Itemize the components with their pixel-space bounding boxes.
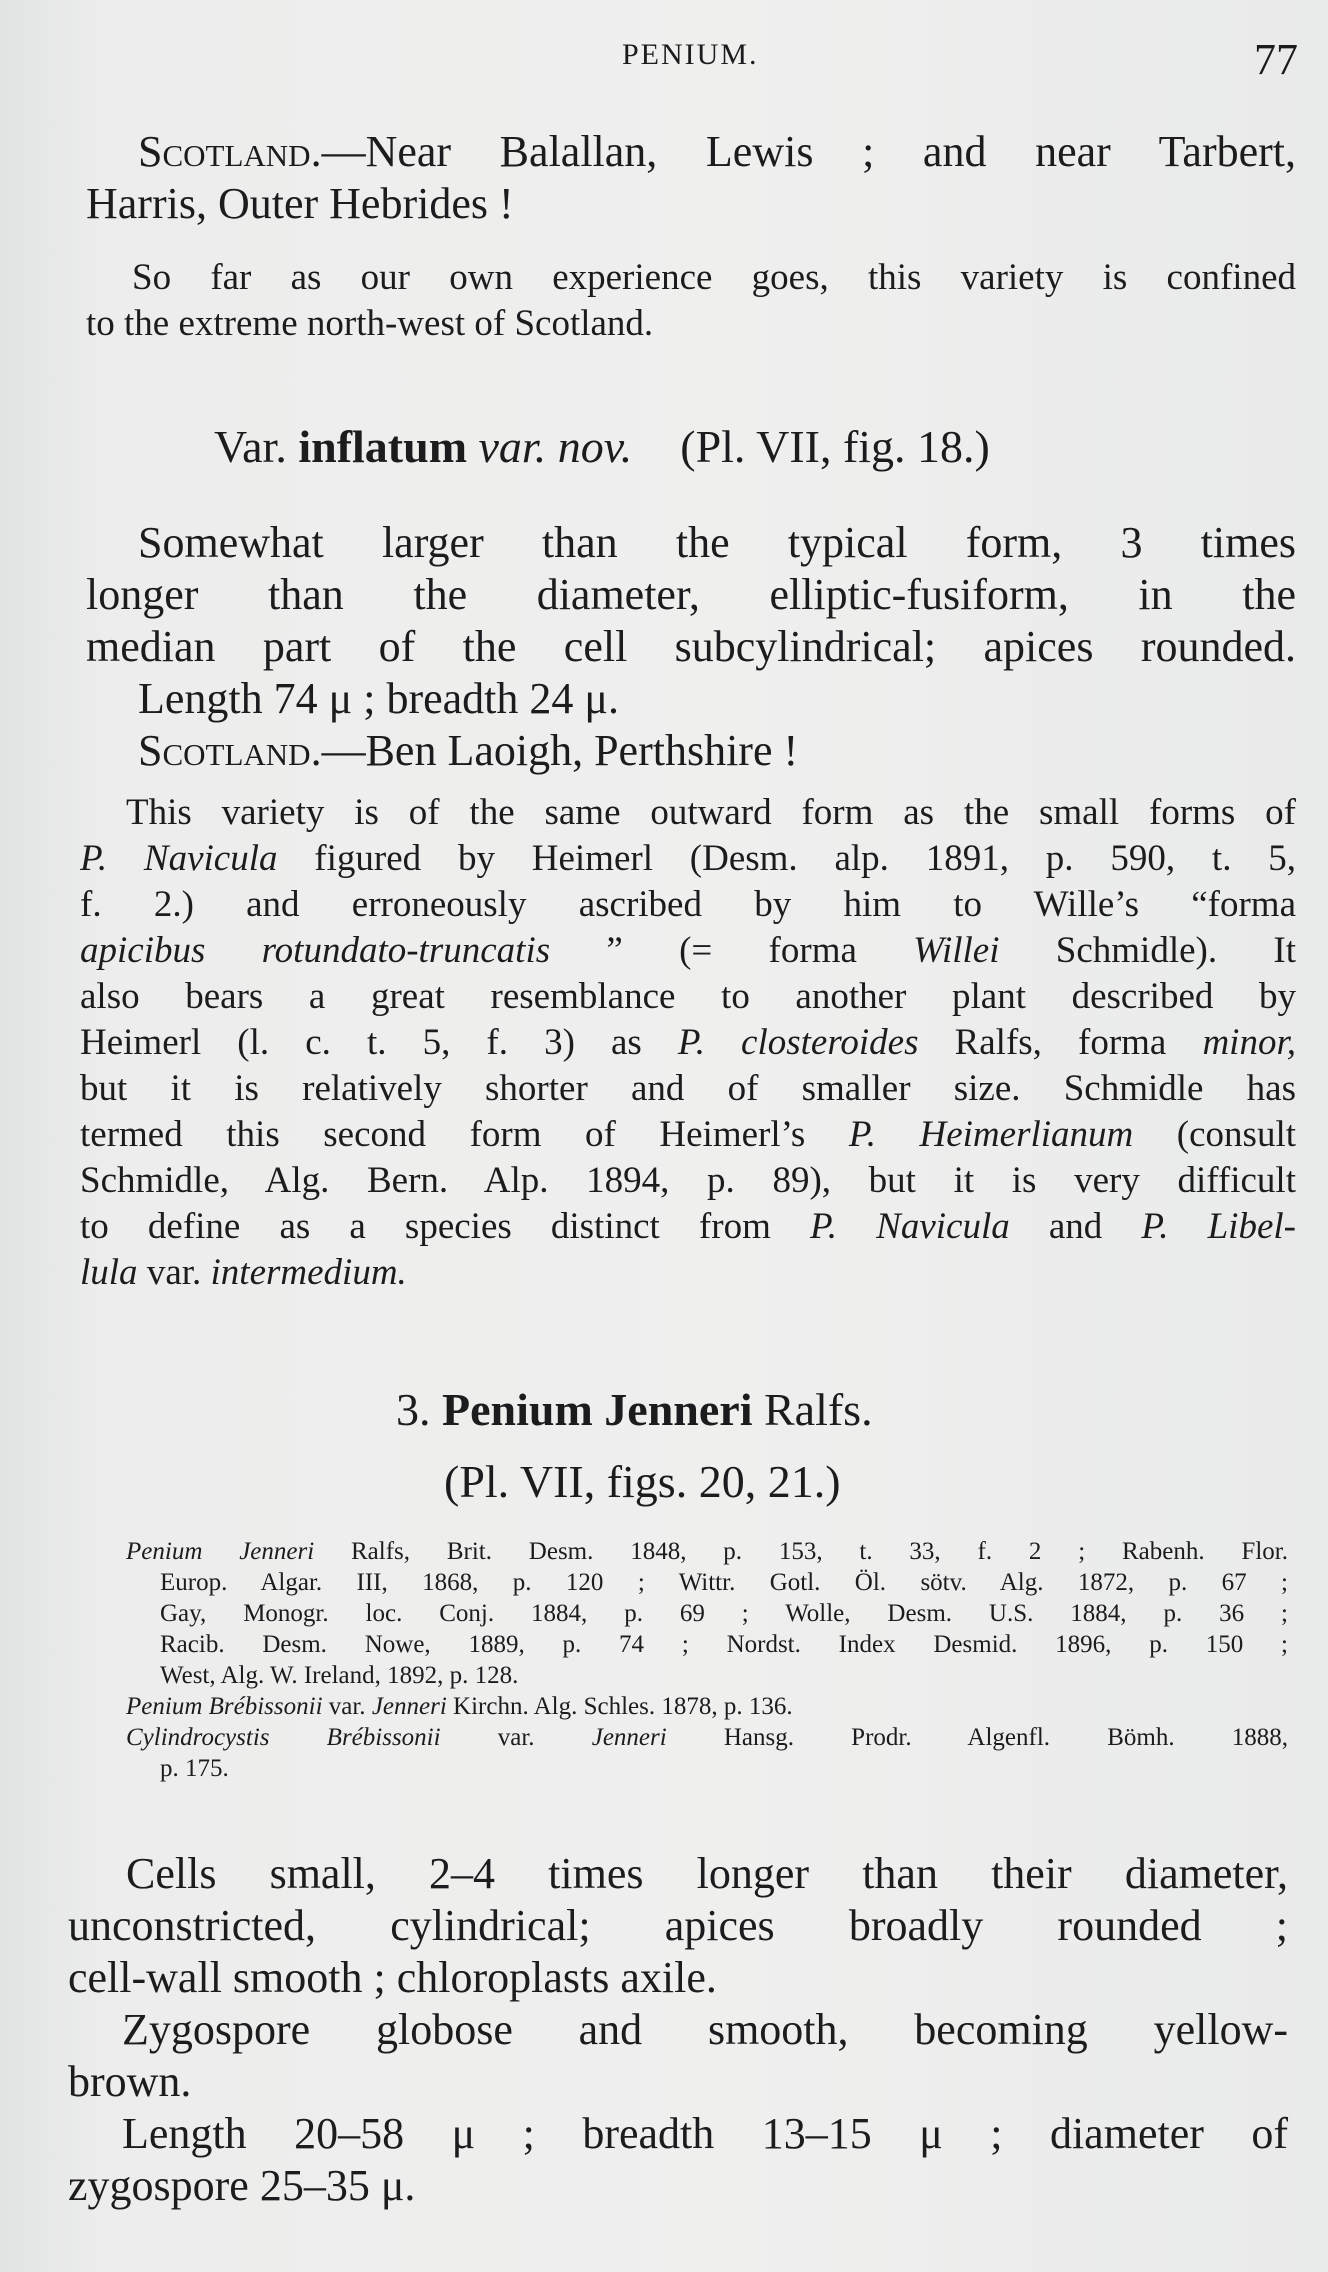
text-line: brown. bbox=[68, 2057, 192, 2106]
scotland-locality-paragraph bbox=[86, 126, 1296, 230]
italic-text: minor, bbox=[1202, 1022, 1296, 1063]
italic-text: Jenneri bbox=[591, 1724, 667, 1751]
variety-description bbox=[86, 517, 1296, 777]
species-name: lula bbox=[80, 1252, 138, 1293]
text-line: This variety is of the same outward form as the small forms of bbox=[126, 792, 1296, 833]
variety-heading bbox=[214, 420, 990, 473]
variety-plate-ref: (Pl. VII, fig. 18.) bbox=[680, 421, 990, 472]
text-line: Gay, Monogr. loc. Conj. 1884, p. 69 ; Wolle, Desm. U.S. 1884, p. 36 ; bbox=[160, 1600, 1288, 1627]
text-line: West, Alg. W. Ireland, 1892, p. 128. bbox=[160, 1662, 519, 1689]
species-name: Cylindrocystis Brébissonii bbox=[126, 1724, 441, 1751]
species-name: Penium Brébissonii bbox=[126, 1693, 323, 1720]
text-line: p. 175. bbox=[160, 1755, 229, 1782]
text-line: f. 2.) and erroneously ascribed by him to Wille’s “forma bbox=[80, 884, 1296, 925]
variety-name: inflatum bbox=[298, 421, 468, 472]
text-line bbox=[80, 836, 1296, 882]
text-span: Ralfs, Brit. Desm. 1848, p. 153, t. 33, f. 2 ; Rabenh. Flor. bbox=[314, 1538, 1288, 1565]
text-span: Kirchn. Alg. Schles. 1878, p. 136. bbox=[446, 1693, 793, 1720]
text-line bbox=[80, 1204, 1296, 1250]
text-line bbox=[80, 928, 1296, 974]
text-line bbox=[80, 1112, 1296, 1158]
text-line bbox=[80, 1020, 1296, 1066]
text-span: and bbox=[1009, 1206, 1142, 1247]
running-title: PENIUM. bbox=[622, 38, 759, 71]
italic-text: Jenneri bbox=[371, 1693, 447, 1720]
page-number: 77 bbox=[1254, 35, 1298, 84]
text-span: var. bbox=[322, 1693, 372, 1720]
text-line bbox=[126, 1691, 1288, 1722]
text-line: longer than the diameter, elliptic-fusiform, in the bbox=[86, 570, 1296, 619]
text-line: Racib. Desm. Nowe, 1889, p. 74 ; Nordst. Index Desmid. 1896, p. 150 ; bbox=[160, 1631, 1288, 1658]
text-span: .—Near Balallan, Lewis ; and near Tarbert, bbox=[310, 127, 1296, 176]
species-name: P. Navicula bbox=[809, 1206, 1010, 1247]
text-span: termed this second form of Heimerl’s bbox=[80, 1114, 849, 1155]
text-line bbox=[80, 1250, 1296, 1296]
synonymy-entry bbox=[126, 1722, 1288, 1784]
text-line: Somewhat larger than the typical form, 3 times bbox=[138, 518, 1296, 567]
species-name: P. Libel- bbox=[1141, 1206, 1296, 1247]
text-line bbox=[126, 1536, 1288, 1567]
species-heading bbox=[396, 1383, 873, 1436]
text-line: Zygospore globose and smooth, becoming yellow- bbox=[122, 2005, 1288, 2054]
text-span: to define as a species distinct from bbox=[80, 1206, 810, 1247]
text-line bbox=[126, 1722, 1288, 1753]
text-line: Cells small, 2–4 times longer than their diameter, bbox=[126, 1849, 1288, 1898]
italic-text: Willei bbox=[913, 930, 1000, 971]
text-line: Length 20–58 μ ; breadth 13–15 μ ; diameter of bbox=[122, 2109, 1288, 2158]
text-span: figured by Heimerl (Desm. alp. 1891, p. 590, t. 5, bbox=[277, 838, 1296, 879]
species-name: P. Heimerlianum bbox=[848, 1114, 1134, 1155]
species-title: Penium Jenneri bbox=[442, 1384, 753, 1435]
text-span: Hansg. Prodr. Algenfl. Bömh. 1888, bbox=[666, 1724, 1288, 1751]
variety-locality bbox=[86, 725, 1296, 777]
text-line bbox=[86, 126, 1296, 178]
text-span: var. bbox=[137, 1252, 211, 1293]
text-line: to the extreme north-west of Scotland. bbox=[86, 303, 654, 344]
text-span: Heimerl (l. c. t. 5, f. 3) as bbox=[80, 1022, 678, 1063]
experience-paragraph bbox=[86, 255, 1296, 347]
text-line: zygospore 25–35 μ. bbox=[68, 2161, 416, 2210]
locality-label: Scotland bbox=[138, 127, 311, 176]
text-span: Schmidle). It bbox=[999, 930, 1296, 971]
locality-label: Scotland bbox=[138, 726, 311, 775]
species-author: Ralfs. bbox=[763, 1384, 873, 1435]
text-line: Harris, Outer Hebrides ! bbox=[86, 179, 514, 228]
species-plate-ref: (Pl. VII, figs. 20, 21.) bbox=[444, 1456, 841, 1507]
text-line: Schmidle, Alg. Bern. Alp. 1894, p. 89), but it is very difficult bbox=[80, 1160, 1296, 1201]
running-head bbox=[0, 35, 1328, 88]
text-line: but it is relatively shorter and of smaller size. Schmidle has bbox=[80, 1068, 1296, 1109]
italic-text: apicibus rotundato-truncatis bbox=[80, 930, 551, 971]
text-span: (consult bbox=[1133, 1114, 1297, 1155]
text-line: also bears a great resemblance to another plant described by bbox=[80, 976, 1296, 1017]
italic-text: intermedium. bbox=[210, 1252, 407, 1293]
species-description bbox=[68, 1848, 1288, 2212]
text-span: Ralfs, forma bbox=[918, 1022, 1203, 1063]
text-line: unconstricted, cylindrical; apices broadly rounded ; bbox=[68, 1901, 1288, 1950]
species-name: P. Navicula bbox=[80, 838, 278, 879]
synonymy-list bbox=[126, 1536, 1288, 1784]
synonymy-entry bbox=[126, 1691, 1288, 1722]
text-span: .—Ben Laoigh, Perthshire ! bbox=[310, 726, 799, 775]
species-name: Penium Jenneri bbox=[126, 1538, 315, 1565]
variety-status: var. nov. bbox=[478, 421, 633, 472]
text-span: var. bbox=[440, 1724, 592, 1751]
text-line: cell-wall smooth ; chloroplasts axile. bbox=[68, 1953, 717, 2002]
text-span: ” (= forma bbox=[550, 930, 914, 971]
synonymy-entry bbox=[126, 1536, 1288, 1691]
species-name: P. closteroides bbox=[677, 1022, 919, 1063]
text-line: median part of the cell subcylindrical; apices rounded. bbox=[86, 622, 1296, 671]
variety-prefix: Var. bbox=[214, 421, 287, 472]
measurements: Length 74 μ ; breadth 24 μ. bbox=[138, 674, 619, 723]
discussion-paragraph bbox=[80, 790, 1296, 1296]
species-number: 3. bbox=[396, 1384, 431, 1435]
text-line: So far as our own experience goes, this variety is confined bbox=[132, 257, 1296, 298]
text-line: Europ. Algar. III, 1868, p. 120 ; Wittr. Gotl. Öl. sötv. Alg. 1872, p. 67 ; bbox=[160, 1569, 1288, 1596]
